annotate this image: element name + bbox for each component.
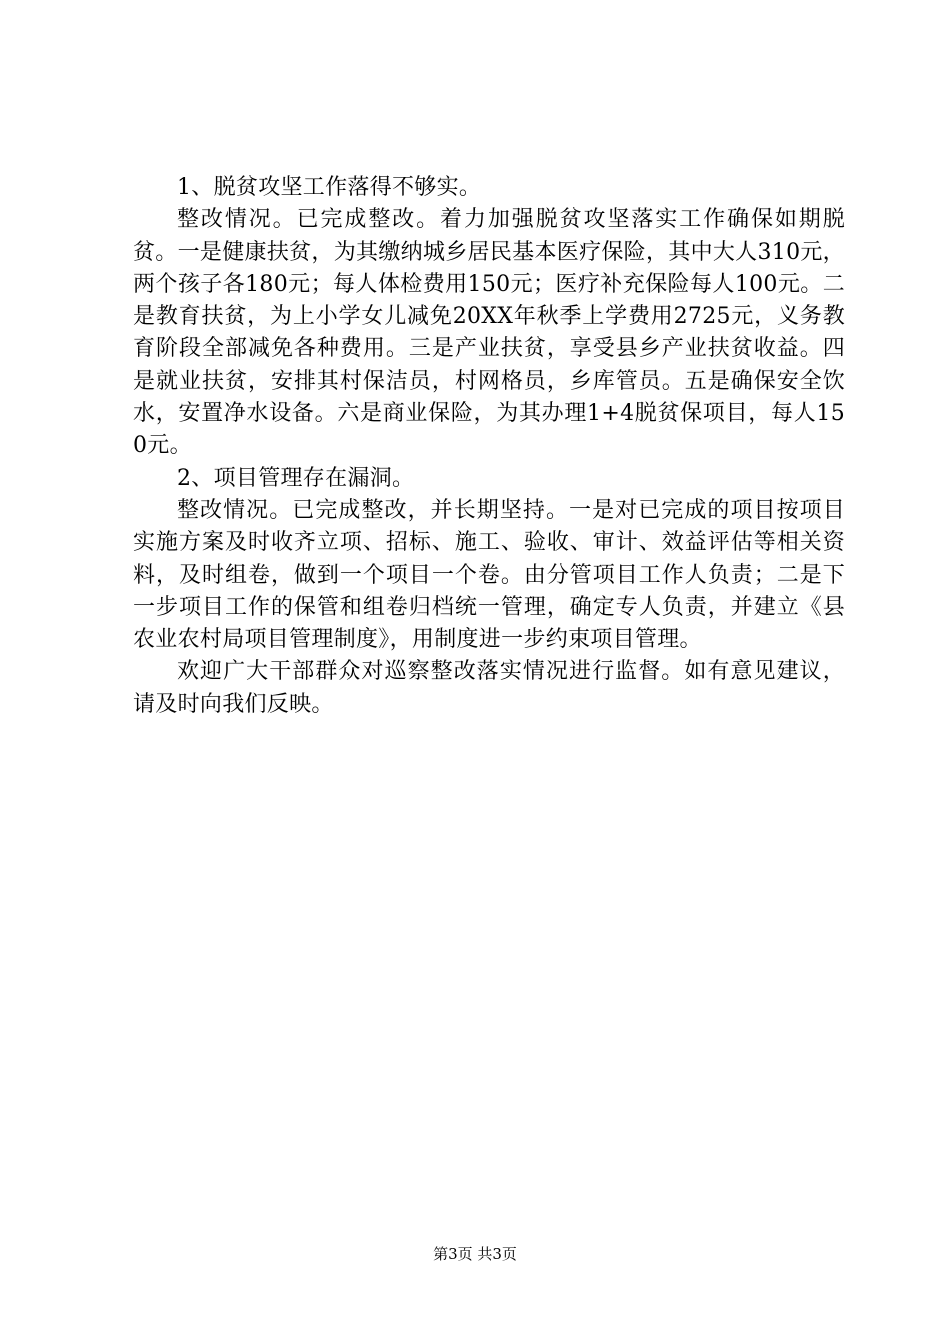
page-footer: 第3页 共3页	[433, 1245, 517, 1263]
document-body	[133, 172, 845, 721]
section-1-rectification-text: 整改情况。已完成整改。着力加强脱贫攻坚落实工作确保如期脱贫。一是健康扶贫，为其缴纳城乡居民基本医疗保险，其中大人310元，两个孩子各180元；每人体检费用150元；医疗补充保险每人100元。二是教育扶贫，为上小学女儿减免20XX年秋季上学费用2725元，义务教育阶段全部减免各种费用。三是产业扶贫，享受县乡产业扶贫收益。四是就业扶贫，安排其村保洁员，村网格员，乡库管员。五是确保安全饮水，安置净水设备。六是商业保险，为其办理1+4脱贫保项目，每人150元。	[133, 207, 845, 459]
section-1-heading: 1、脱贫攻坚工作落得不够实。	[177, 175, 482, 200]
section-2-heading: 2、项目管理存在漏洞。	[177, 465, 415, 491]
section-2-rectification-text: 整改情况。已完成整改，并长期坚持。一是对已完成的项目按项目实施方案及时收齐立项、招标、施工、验收、审计、效益评估等相关资料，及时组卷，做到一个项目一个卷。由分管项目工作人负责；二是下一步项目工作的保管和组卷归档统一管理，确定专人负责，并建立《县农业农村局项目管理制度》，用制度进一步约束项目管理。	[133, 497, 845, 653]
closing-statement: 欢迎广大干部群众对巡察整改落实情况进行监督。如有意见建议，请及时向我们反映。	[133, 659, 845, 717]
